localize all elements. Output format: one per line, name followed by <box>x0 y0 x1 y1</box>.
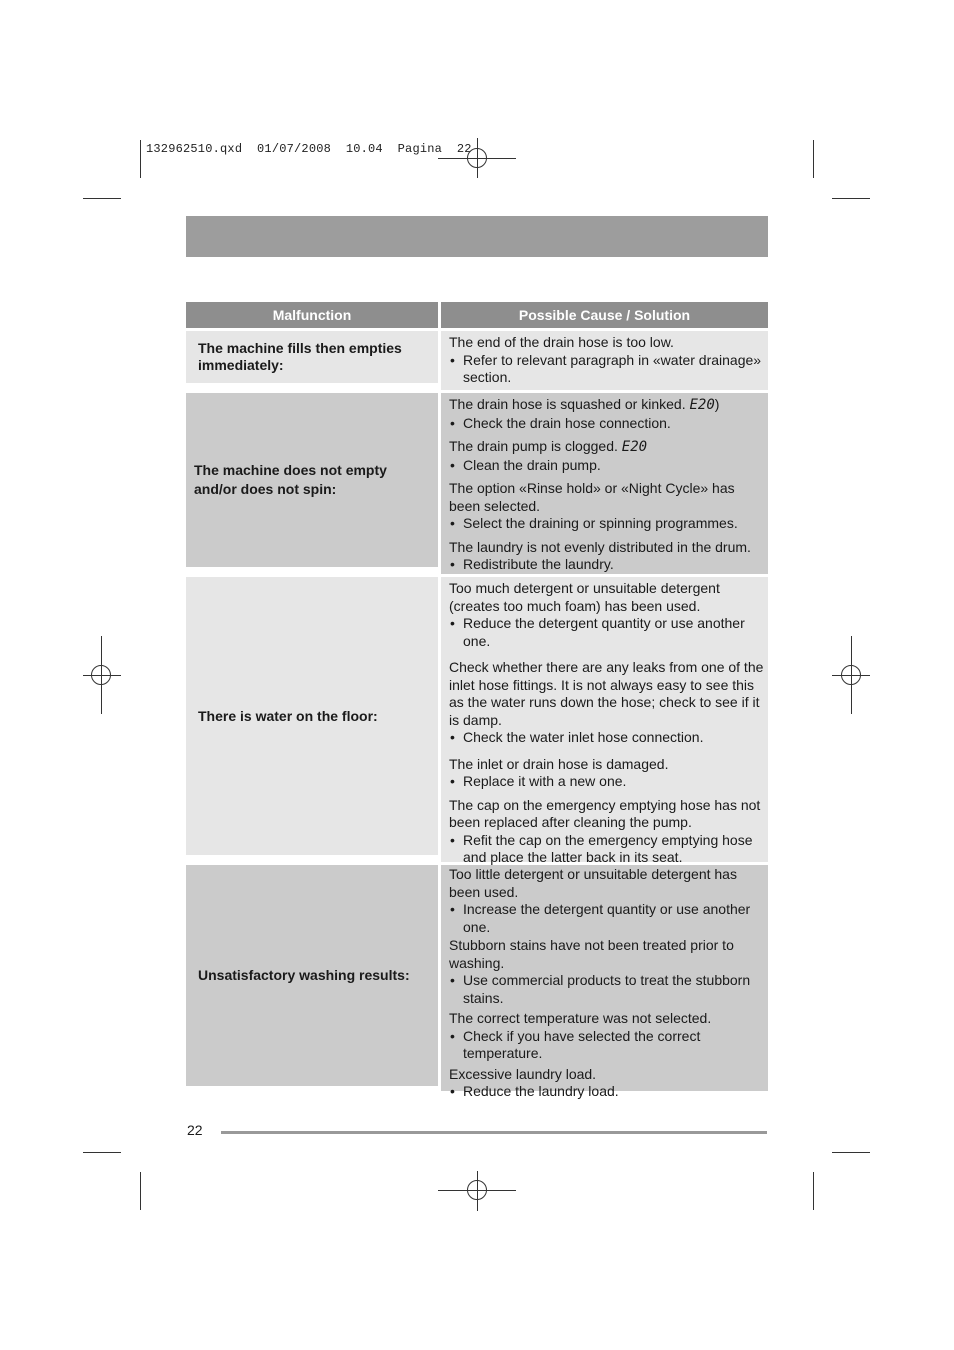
solution-item: • Clean the drain pump. <box>449 457 764 475</box>
cause-text: The cap on the emergency emptying hose has not been replaced after cleaning the pump. <box>449 796 761 830</box>
solution-item: • Redistribute the laundry. <box>449 556 764 574</box>
solution-item: • Replace it with a new one. <box>449 773 764 791</box>
cause-group <box>449 396 764 432</box>
solution-cell <box>441 865 768 1099</box>
solution-cell <box>441 577 768 865</box>
cause-group <box>449 539 764 574</box>
error-code: E20 <box>621 439 648 455</box>
column-header-malfunction: Malfunction <box>186 302 438 328</box>
solution-item: • Use commercial products to treat the stubborn stains. <box>449 972 764 1007</box>
page-number: 22 <box>187 1122 203 1138</box>
solution-item: • Increase the detergent quantity or use another one. <box>449 901 764 936</box>
cause-group <box>449 580 764 650</box>
troubleshooting-table <box>186 302 768 1099</box>
solution-item: • Select the draining or spinning programmes. <box>449 515 764 533</box>
cause-text: The correct temperature was not selected. <box>449 1010 712 1026</box>
solution-item: • Check the drain hose connection. <box>449 415 764 433</box>
cause-group <box>449 866 764 936</box>
cause-text: The end of the drain hose is too low. <box>449 334 674 350</box>
cause-group <box>449 756 764 791</box>
crop-mark-top-left-v <box>140 140 141 178</box>
cause-text: Too little detergent or unsuitable detergent has been used. <box>449 866 737 900</box>
print-slug: 132962510.qxd 01/07/2008 10.04 Pagina 22 <box>146 142 472 156</box>
solution-cell <box>441 393 768 574</box>
crop-mark-bottom-right-v <box>813 1172 814 1210</box>
solution-item: • Refit the cap on the emergency emptying hose and place the latter back in its seat. <box>449 832 764 867</box>
malfunction-cell <box>186 331 438 383</box>
cause-text: The drain hose is squashed or kinked. E20) <box>449 396 720 413</box>
cause-group <box>449 797 764 867</box>
cause-group <box>449 334 764 387</box>
crop-mark-top-right-h <box>832 198 870 199</box>
malfunction-label: Unsatisfactory washing results: <box>198 967 410 983</box>
malfunction-label: The machine does not empty and/or does not spin: <box>194 462 387 497</box>
cause-group <box>449 480 764 533</box>
section-header-band <box>186 216 768 257</box>
cause-group <box>449 937 764 1007</box>
cause-group <box>449 659 764 747</box>
cause-text: Too much detergent or unsuitable detergent (creates too much foam) has been used. <box>449 580 720 614</box>
cause-text: The drain pump is clogged. E20 <box>449 438 648 455</box>
cause-group <box>449 1066 764 1101</box>
solution-item: • Reduce the detergent quantity or use another one. <box>449 615 764 650</box>
malfunction-cell <box>186 577 438 855</box>
footer-rule <box>221 1131 767 1134</box>
solution-item: • Reduce the laundry load. <box>449 1083 764 1101</box>
column-header-solution: Possible Cause / Solution <box>441 302 768 328</box>
cause-text: The laundry is not evenly distributed in the drum. <box>449 538 751 555</box>
solution-item: • Check if you have selected the correct temperature. <box>449 1028 764 1063</box>
cause-text: The inlet or drain hose is damaged. <box>449 755 669 772</box>
cause-group <box>449 1010 764 1063</box>
malfunction-label: The machine fills then empties immediately: <box>198 340 402 373</box>
crop-mark-bottom-left-v <box>140 1172 141 1210</box>
cause-group <box>449 438 764 474</box>
cause-text: The option «Rinse hold» or «Night Cycle» has been selected. <box>449 480 735 514</box>
crop-mark-bottom-left-h <box>83 1152 121 1153</box>
cause-text: Excessive laundry load. <box>449 1065 597 1082</box>
error-code: E20 <box>689 397 715 413</box>
solution-item: • Refer to relevant paragraph in «water drainage» section. <box>449 352 764 387</box>
crop-mark-top-left-h <box>83 198 121 199</box>
malfunction-cell <box>186 393 438 567</box>
cause-text: Stubborn stains have not been treated prior to washing. <box>449 937 734 971</box>
solution-item: • Check the water inlet hose connection. <box>449 729 764 747</box>
malfunction-cell <box>186 865 438 1086</box>
crop-mark-top-right-v <box>813 140 814 178</box>
solution-cell <box>441 331 768 390</box>
cause-text: Check whether there are any leaks from one of the inlet hose fittings. It is not always easy to see this as the water runs down the hose; check to see if it is damp. <box>449 659 764 728</box>
malfunction-label: There is water on the floor: <box>198 707 378 724</box>
crop-mark-bottom-right-h <box>832 1152 870 1153</box>
